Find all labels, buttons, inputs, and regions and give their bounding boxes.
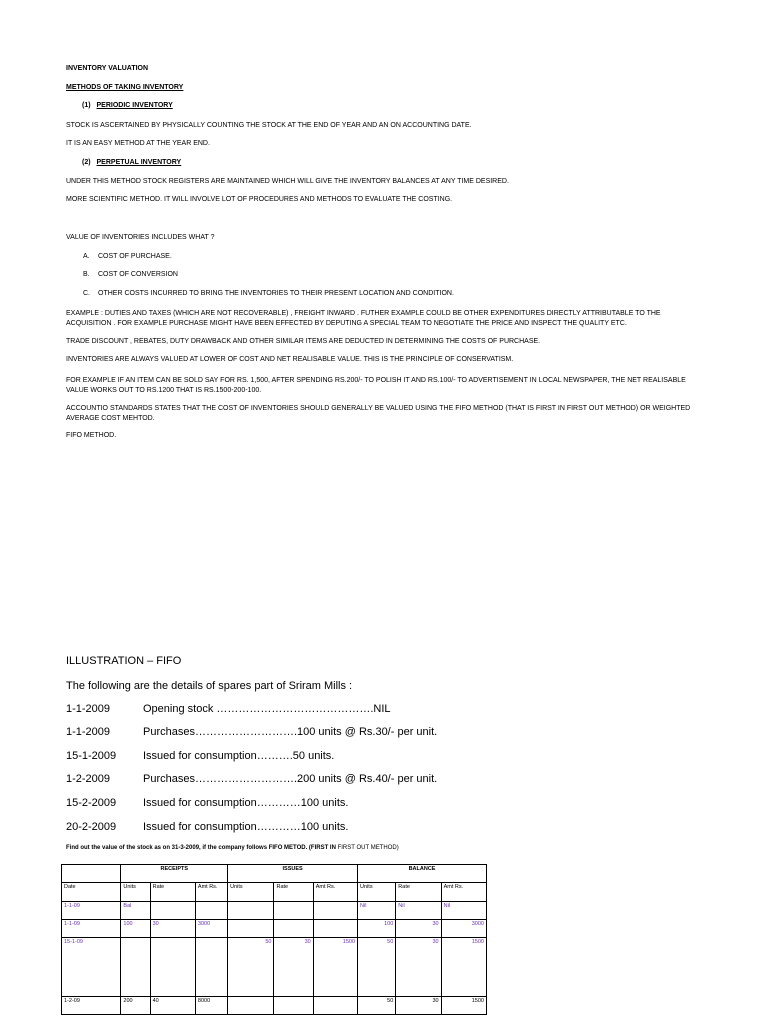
value-question: VALUE OF INVENTORIES INCLUDES WHAT ? <box>66 234 215 241</box>
column-header: Amt Rs. <box>195 883 227 902</box>
periodic-heading <box>82 102 173 109</box>
perpetual-number: (2) <box>82 159 91 166</box>
table-cell: 200 <box>121 997 150 1015</box>
table-cell <box>313 920 357 938</box>
entry-text: Issued for consumption…………100 units. <box>143 821 349 833</box>
fifo-method-label: FIFO METHOD. <box>66 432 117 439</box>
table-cell: 3000 <box>195 920 227 938</box>
nrv-example-para: FOR EXAMPLE IF AN ITEM CAN BE SOLD SAY FOR RS. 1,500, AFTER SPENDING RS.200/- TO POLISH IT AND RS.100/- TO ADVERTISEMENT IN LOCAL NEWSPAPER, THE NET REALISABLE VALUE WORKS OUT TO RS.1200 THAT IS RS.1500-200-100. <box>66 377 686 394</box>
table-cell: 3000 <box>441 920 486 938</box>
table-cell: 30 <box>396 920 441 938</box>
perpetual-label: PERPETUAL INVENTORY <box>96 159 182 166</box>
perpetual-para-1: UNDER THIS METHOD STOCK REGISTERS ARE MAINTAINED WHICH WILL GIVE THE INVENTORY BALANCES AT ANY TIME DESIRED. <box>66 178 509 185</box>
table-cell: 15-1-09 <box>62 938 121 997</box>
column-header: Date <box>62 883 121 902</box>
table-cell: 1-2-09 <box>62 997 121 1015</box>
entry-text: Purchases……………………….100 units @ Rs.30/- per unit. <box>143 726 438 738</box>
table-cell: 1500 <box>313 938 357 997</box>
standards-para: ACCOUNTIO STANDARDS STATES THAT THE COST OF INVENTORIES SHOULD GENERALLY BE VALUED USING THE FIFO METHOD (THAT IS FIRST IN FIRST OUT METHOD) OR WEIGHTED AVERAGE COST MEHTOD. <box>66 405 691 422</box>
entry-date: 15-2-2009 <box>66 797 117 809</box>
list-item <box>83 253 172 260</box>
table-cell: Bal <box>121 902 150 920</box>
entry-text: Issued for consumption…………100 units. <box>143 797 349 809</box>
illustration-title: ILLUSTRATION – FIFO <box>66 655 182 667</box>
illustration-intro: The following are the details of spares part of Sriram Mills : <box>66 680 353 692</box>
table-cell: Nil <box>441 902 486 920</box>
trade-discount-para: TRADE DISCOUNT , REBATES, DUTY DRAWBACK AND OTHER SIMILAR ITEMS ARE DEDUCTED IN DETERMINING THE COSTS OF PURCHASE. <box>66 338 541 345</box>
group-header-row <box>62 865 487 883</box>
group-header-receipts: RECEIPTS <box>121 865 228 883</box>
table-cell <box>195 902 227 920</box>
column-header: Units <box>228 883 274 902</box>
column-header: Amt Rs. <box>441 883 486 902</box>
entry-date: 15-1-2009 <box>66 750 117 762</box>
list-item <box>83 271 178 278</box>
table-cell: 30 <box>396 997 441 1015</box>
table-cell <box>274 920 313 938</box>
table-cell <box>274 997 313 1015</box>
list-marker: B. <box>83 271 90 278</box>
table-cell: Nil <box>396 902 441 920</box>
periodic-para-1: STOCK IS ASCERTAINED BY PHYSICALLY COUNTING THE STOCK AT THE END OF YEAR AND AN ON ACCOUNTING DATE. <box>66 122 472 129</box>
entry-text: Issued for consumption……….50 units. <box>143 750 335 762</box>
table-cell: 1500 <box>441 938 486 997</box>
list-text: OTHER COSTS INCURRED TO BRING THE INVENTORIES TO THEIR PRESENT LOCATION AND CONDITION. <box>98 290 454 297</box>
column-header-row <box>62 883 487 902</box>
group-header-issues: ISSUES <box>228 865 358 883</box>
column-header: Rate <box>396 883 441 902</box>
table-cell: 30 <box>274 938 313 997</box>
table-cell: 40 <box>150 997 195 1015</box>
table-cell <box>121 938 150 997</box>
table-cell <box>274 902 313 920</box>
table-cell <box>228 997 274 1015</box>
entry-date: 20-2-2009 <box>66 821 117 833</box>
column-header: Rate <box>274 883 313 902</box>
table-cell: 50 <box>358 997 396 1015</box>
table-cell <box>195 938 227 997</box>
table-cell: 1500 <box>441 997 486 1015</box>
table-cell: 50 <box>228 938 274 997</box>
table-cell <box>150 938 195 997</box>
table-cell <box>150 902 195 920</box>
table-cell: 50 <box>358 938 396 997</box>
perpetual-para-2: MORE SCIENTIFIC METHOD. IT WILL INVOLVE LOT OF PROCEDURES AND METHODS TO EVALUATE THE COSTING. <box>66 196 453 203</box>
entry-date: 1-1-2009 <box>66 703 111 715</box>
fifo-table <box>61 864 487 1015</box>
table-row <box>62 902 487 920</box>
methods-heading: METHODS OF TAKING INVENTORY <box>66 84 184 91</box>
perpetual-heading <box>82 159 181 166</box>
periodic-label: PERIODIC INVENTORY <box>96 102 173 109</box>
lower-of-cost-para: INVENTORIES ARE ALWAYS VALUED AT LOWER OF COST AND NET REALISABLE VALUE. THIS IS THE PRINCIPLE OF CONSERVATISM. <box>66 356 514 363</box>
table-cell: 1-1-09 <box>62 920 121 938</box>
question-note-bold: Find out the value of the stock as on 31-3-2009, if the company follows FIFO METOD. (FIRST IN <box>66 845 336 851</box>
table-cell: 8000 <box>195 997 227 1015</box>
table-row <box>62 938 487 997</box>
column-header: Rate <box>150 883 195 902</box>
table-cell <box>228 902 274 920</box>
table-cell <box>228 920 274 938</box>
doc-title: INVENTORY VALUATION <box>66 65 149 72</box>
table-cell: Nil <box>358 902 396 920</box>
question-note <box>66 845 399 851</box>
periodic-number: (1) <box>82 102 91 109</box>
column-header: Units <box>121 883 150 902</box>
list-item <box>83 290 454 297</box>
question-note-rest: FIRST OUT METHOD) <box>335 845 399 851</box>
list-text: COST OF CONVERSION <box>98 271 178 278</box>
table-cell: 100 <box>358 920 396 938</box>
table-row <box>62 997 487 1015</box>
table-cell: 30 <box>396 938 441 997</box>
table-cell: 1-1-09 <box>62 902 121 920</box>
table-row <box>62 920 487 938</box>
entry-text: Purchases……………………….200 units @ Rs.40/- per unit. <box>143 773 438 785</box>
entry-text: Opening stock …………………………………….NIL <box>143 703 391 715</box>
table-cell: 100 <box>121 920 150 938</box>
entry-date: 1-1-2009 <box>66 726 111 738</box>
example-para: EXAMPLE : DUTIES AND TAXES (WHICH ARE NOT RECOVERABLE) , FREIGHT INWARD . FUTHER EXAMPLE COULD BE OTHER EXPENDITURES DIRECTLY ATTRIBUTABLE TO THE ACQUISITION . FOR EXAMPLE PURCHASE MIGHT HAVE BEEN EFFECTED BY DEPUTING A SPECIAL TEAM TO NEGOTIATE THE PRICE AND INSPECT THE QUALITY ETC. <box>66 310 661 327</box>
list-text: COST OF PURCHASE. <box>98 253 172 260</box>
table-cell <box>313 902 357 920</box>
entry-date: 1-2-2009 <box>66 773 111 785</box>
column-header: Amt Rs. <box>313 883 357 902</box>
group-header-blank <box>62 865 121 883</box>
list-marker: C. <box>83 290 90 297</box>
periodic-para-2: IT IS AN EASY METHOD AT THE YEAR END. <box>66 140 210 147</box>
list-marker: A. <box>83 253 90 260</box>
group-header-balance: BALANCE <box>358 865 487 883</box>
table-cell: 30 <box>150 920 195 938</box>
column-header: Units <box>358 883 396 902</box>
table-cell <box>313 997 357 1015</box>
